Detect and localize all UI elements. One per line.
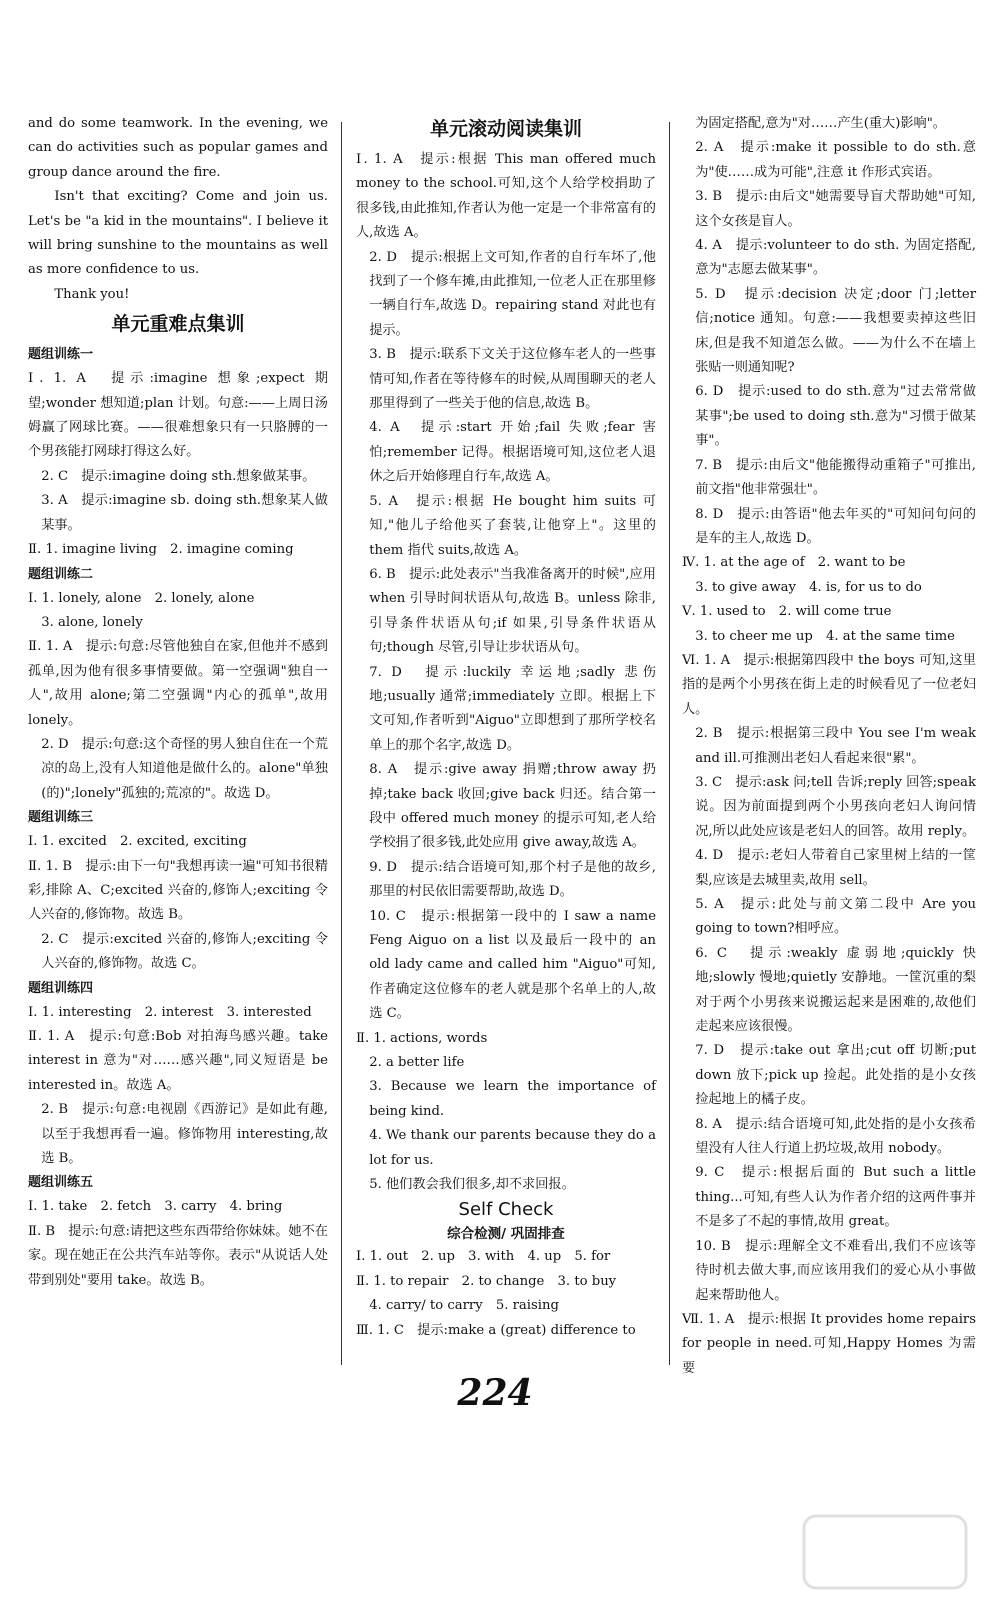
answer-item: 10. B 提示:理解全文不难看出,我们不应该等待时机去做大事,而应该用我们的爱心从小事做起来帮助他人。 xyxy=(695,1238,976,1303)
answer-item: 8. A 提示:give away 捐赠;throw away 扔掉;take back 收回;give back 归还。结合第一段中 offered much money 的提示可知,老人给学校捐了很多钱,此处应用 give away,故选 A。 xyxy=(369,762,656,851)
answer-item: 4. D 提示:老妇人带着自己家里树上结的一筐梨,应该是去城里卖,故用 sell。 xyxy=(695,848,976,888)
answer-item: Ⅱ. 1. imagine living 2. imagine coming xyxy=(28,542,294,558)
answer-item: Ⅶ. 1. A 提示:根据 It provides home repairs for people in need.可知,Happy Homes 为需要 xyxy=(682,1311,976,1376)
answer-list xyxy=(356,148,656,1197)
answer-item: Ⅰ. 1. A 提示:imagine 想象;expect 期望;wonder 想知道;plan 计划。句意:——上周日汤姆赢了网球比赛。——很难想象只有一只胳膊的一个男孩能打网球打得这么好。 xyxy=(28,371,328,460)
column-divider xyxy=(669,122,670,1365)
answer-item: 2. D 提示:根据上文可知,作者的自行车坏了,他找到了一个修车摊,由此推知,一位老人正在那里修一辆自行车,故选 D。repairing stand 对此也有提示。 xyxy=(369,249,656,338)
answer-item: 2. C 提示:imagine doing sth.想象做某事。 xyxy=(41,468,316,484)
answer-item: 2. a better life xyxy=(369,1055,465,1071)
answer-item: Ⅱ. B 提示:句意:请把这些东西带给你妹妹。她不在家。现在她正在公共汽车站等你。表示"从说话人处带到别处"要用 take。故选 B。 xyxy=(28,1223,328,1288)
answer-item: Ⅳ. 1. at the age of 2. want to be xyxy=(682,555,906,571)
answer-item: 3. to cheer me up 4. at the same time xyxy=(695,628,955,644)
answer-item: 4. We thank our parents because they do a lot for us. xyxy=(369,1128,656,1168)
answer-item: Ⅱ. 1. A 提示:句意:尽管他独自在家,但他并不感到孤单,因为他有很多事情要做。第一空强调"独自一人",故用 alone;第二空强调"内心的孤单",故用 lonely。 xyxy=(28,639,328,728)
column-divider xyxy=(341,122,342,1365)
answer-item: 2. D 提示:句意:这个奇怪的男人独自住在一个荒凉的岛上,没有人知道他是做什么的。alone"单独(的)";lonely"孤独的;荒凉的"。故选 D。 xyxy=(41,736,328,801)
answer-item: 3. A 提示:imagine sb. doing sth.想象某人做某事。 xyxy=(41,493,328,533)
answer-item: 3. B 提示:由后文"她需要导盲犬帮助她"可知,这个女孩是盲人。 xyxy=(695,189,976,229)
column-right xyxy=(682,112,976,1381)
answer-item: 4. A 提示:volunteer to do sth. 为固定搭配,意为"志愿去做某事"。 xyxy=(695,238,976,278)
answer-item: 6. C 提示:weakly 虚弱地;quickly 快地;slowly 慢地;quietly 安静地。一筐沉重的梨对于两个小男孩来说搬运起来是困难的,故他们走起来应该很慢。 xyxy=(695,945,976,1035)
answer-item: 9. C 提示:根据后面的 But such a little thing...可知,有些人认为作者介绍的这两件事并不是多了不起的事情,故用 great。 xyxy=(695,1165,976,1230)
column-left xyxy=(28,112,328,1293)
answer-list xyxy=(28,343,328,1293)
self-check-subtitle: 综合检测/ 巩固排查 xyxy=(447,1226,565,1243)
intro-line: Isn't that exciting? Come and join us. Let's be "a kid in the mountains". I believe it will bring sunshine to the mountains as well as more confidence to us. xyxy=(28,189,328,278)
answer-item: 10. C 提示:根据第一段中的 I saw a name Feng Aiguo on a list 以及最后一段中的 an old lady came and called him "Aiguo"可知,作者确定这位修车的老人就是那个名单上的人,故选 C。 xyxy=(369,908,656,1022)
answer-item: 3. to give away 4. is, for us to do xyxy=(695,579,922,595)
answer-item: 9. D 提示:结合语境可知,那个村子是他的故乡,那里的村民依旧需要帮助,故选 D。 xyxy=(369,859,656,900)
answer-item: 2. C 提示:excited 兴奋的,修饰人;exciting 令人兴奋的,修饰物。故选 C。 xyxy=(41,931,328,972)
section-title: 单元滚动阅读集训 xyxy=(429,118,582,140)
group-heading: 题组训练二 xyxy=(28,566,94,582)
answer-item: 3. C 提示:ask 问;tell 告诉;reply 回答;speak 说。因为前面提到两个小男孩向老妇人询问情况,所以此处应该是老妇人的回答。故用 reply。 xyxy=(695,774,976,839)
answer-item: 7. D 提示:luckily 幸运地;sadly 悲伤地;usually 通常;immediately 立即。根据上下文可知,作者听到"Aiguo"立即想到了那所学校名单上的那个名字,故选 D。 xyxy=(369,664,656,753)
section-title: 单元重难点集训 xyxy=(111,313,245,336)
answer-item: Ⅱ. 1. actions, words xyxy=(356,1030,488,1046)
answer-item: 8. D 提示:由答语"他去年买的"可知问句问的是车的主人,故选 D。 xyxy=(695,506,976,546)
answer-item: 为固定搭配,意为"对……产生(重大)影响"。 xyxy=(695,116,946,131)
answer-item: 5. A 提示:此处与前文第二段中 Are you going to town?相呼应。 xyxy=(695,897,976,937)
group-heading: 题组训练五 xyxy=(28,1175,94,1191)
answer-list xyxy=(682,112,976,1381)
answer-item: Ⅰ. 1. out 2. up 3. with 4. up 5. for xyxy=(356,1249,611,1265)
answer-list xyxy=(356,1245,656,1343)
answer-item: 6. B 提示:此处表示"当我准备离开的时候",应用 when 引导时间状语从句,故选 B。unless 除非,引导条件状语从句;if 如果,引导条件状语从句;though 尽管,引导让步状语从句。 xyxy=(369,566,656,656)
answer-item: Ⅱ. 1. A 提示:句意:Bob 对拍海鸟感兴趣。take interest in 意为"对……感兴趣",同义短语是 be interested in。故选 A。 xyxy=(28,1029,328,1093)
group-heading: 题组训练一 xyxy=(28,347,94,363)
answer-item: Ⅱ. 1. to repair 2. to change 3. to buy xyxy=(356,1273,617,1289)
watermark-icon xyxy=(800,1512,970,1592)
watermark-logo xyxy=(800,1512,970,1592)
intro-line: Thank you! xyxy=(54,286,130,302)
answer-item: 2. A 提示:make it possible to do sth.意为"使……成为可能",注意 it 作形式宾语。 xyxy=(695,140,976,180)
answer-item: Ⅰ. 1. excited 2. excited, exciting xyxy=(28,834,247,850)
page-number: 224 xyxy=(457,1372,533,1414)
intro-line: and do some teamwork. In the evening, we can do activities such as popular games and group dance around the fire. xyxy=(28,116,328,180)
answer-item: 2. B 提示:句意:电视剧《西游记》是如此有趣,以至于我想再看一遍。修饰物用 interesting,故选 B。 xyxy=(41,1102,328,1167)
answer-item: Ⅴ. 1. used to 2. will come true xyxy=(682,604,892,620)
answer-item: 8. A 提示:结合语境可知,此处指的是小女孩希望没有人往人行道上扔垃圾,故用 nobody。 xyxy=(695,1116,976,1157)
answer-item: 6. D 提示:used to do sth.意为"过去常常做某事";be used to doing sth.意为"习惯于做某事"。 xyxy=(695,384,976,449)
answer-item: 7. B 提示:由后文"他能搬得动重箱子"可推出,前文指"他非常强壮"。 xyxy=(695,457,976,498)
answer-item: 5. A 提示:根据 He bought him suits 可知,"他儿子给他买了套装,让他穿上"。这里的 them 指代 suits,故选 A。 xyxy=(369,493,656,558)
self-check-title: Self Check xyxy=(458,1199,554,1221)
answer-item: 5. D 提示:decision 决定;door 门;letter 信;notice 通知。句意:——我想要卖掉这些旧床,但是我不知道怎么做。——为什么不在墙上张贴一则通知呢? xyxy=(695,286,976,376)
group-heading: 题组训练四 xyxy=(28,980,94,996)
answer-item: Ⅱ. 1. B 提示:由下一句"我想再读一遍"可知书很精彩,排除 A、C;excited 兴奋的,修饰人;exciting 令人兴奋的,修饰物。故选 B。 xyxy=(28,858,328,923)
answer-item: 3. alone, lonely xyxy=(41,614,143,630)
answer-item: 4. carry/ to carry 5. raising xyxy=(369,1298,559,1314)
column-middle xyxy=(356,112,656,1343)
answer-item: 2. B 提示:根据第三段中 You see I'm weak and ill.可推测出老妇人看起来很"累"。 xyxy=(695,726,976,766)
answer-item: 5. 他们教会我们很多,却不求回报。 xyxy=(369,1177,575,1193)
answer-item: Ⅵ. 1. A 提示:根据第四段中 the boys 可知,这里指的是两个小男孩在街上走的时候看见了一位老妇人。 xyxy=(682,652,976,717)
answer-item: Ⅰ. 1. A 提示:根据 This man offered much money to the school.可知,这个人给学校捐助了很多钱,由此推知,作者认为他一定是一个非常富有的人,故选 A。 xyxy=(356,152,656,241)
answer-item: 7. D 提示:take out 拿出;cut off 切断;put down 放下;pick up 捡起。此处指的是小女孩捡起地上的橘子皮。 xyxy=(695,1043,976,1108)
group-heading: 题组训练三 xyxy=(28,810,94,826)
answer-item: 3. Because we learn the importance of being kind. xyxy=(369,1079,656,1119)
answer-item: 4. A 提示:start 开始;fail 失败;fear 害怕;remember 记得。根据语境可知,这位老人退休之后开始修理自行车,故选 A。 xyxy=(369,420,656,485)
answer-item: Ⅰ. 1. lonely, alone 2. lonely, alone xyxy=(28,590,255,606)
answer-item: 3. B 提示:联系下文关于这位修车老人的一些事情可知,作者在等待修车的时候,从周围聊天的老人那里得到了一些关于他的信息,故选 B。 xyxy=(369,347,656,412)
answer-item: Ⅲ. 1. C 提示:make a (great) difference to xyxy=(356,1322,636,1338)
answer-item: Ⅰ. 1. interesting 2. interest 3. interested xyxy=(28,1004,312,1020)
answer-item: Ⅰ. 1. take 2. fetch 3. carry 4. bring xyxy=(28,1199,283,1215)
